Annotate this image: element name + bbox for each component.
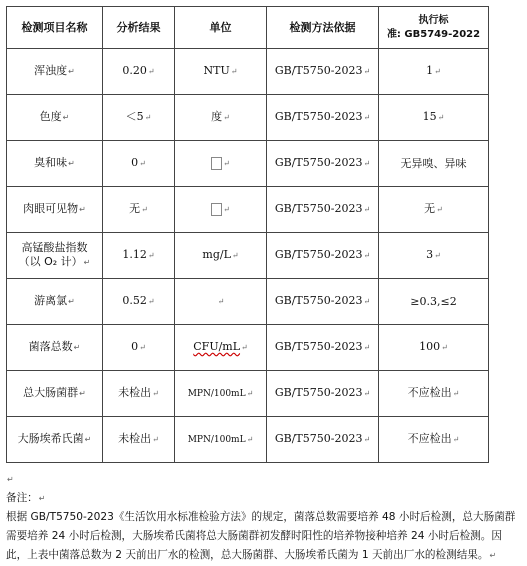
table-row — [7, 233, 489, 279]
paragraph-mark: ↵ — [217, 297, 225, 306]
header-item-name: 检测项目名称 — [7, 7, 103, 49]
unit-value: MPN/100mL — [187, 389, 246, 399]
paragraph-mark: ↵ — [147, 67, 155, 76]
unit-value: CFU/mL — [193, 340, 241, 353]
paragraph-mark: ↵ — [452, 435, 460, 444]
method-value: GB/T5750-2023 — [274, 386, 363, 399]
item-name: 游离氯 — [34, 294, 68, 307]
paragraph-mark: ↵ — [434, 251, 441, 260]
paragraph-mark: ↵ — [246, 435, 254, 444]
paragraph-mark: ↵ — [363, 389, 371, 398]
report-sheet — [6, 6, 488, 463]
result-value: 1.12 — [122, 248, 147, 261]
paragraph-mark: ↵ — [147, 297, 155, 306]
table-row — [7, 141, 489, 187]
paragraph-mark: ↵ — [84, 435, 92, 444]
result-value: 未检出 — [118, 386, 152, 399]
paragraph-mark: ↵ — [489, 551, 497, 560]
paragraph-mark: ↵ — [246, 389, 254, 398]
paragraph-mark: ↵ — [241, 343, 248, 352]
notes-title-text: 备注： — [6, 492, 38, 504]
limit-value: 无 — [424, 202, 436, 215]
item-name: 菌落总数 — [28, 340, 73, 353]
paragraph-mark: ↵ — [62, 113, 70, 122]
paragraph-mark: ↵ — [363, 343, 371, 352]
paragraph-mark: ↵ — [223, 113, 230, 122]
header-standard-line1: 执行标 — [418, 14, 449, 26]
notes-section — [6, 470, 518, 565]
notes-body-text: 根据 GB/T5750-2023《生活饮用水标准检验方法》的规定，菌落总数需要培养 48 小时后检测，总大肠菌群需要培养 24 小时后检测，大肠埃希氏菌将总大肠菌群初发酵时阳性的培养物接种培养 24 小时后检测。因此，上表中菌落总数为 2 天前出厂水的检测，总大肠菌群、大肠埃希氏菌为 1 天前出厂水的检测结果。 — [6, 511, 516, 561]
method-value: GB/T5750-2023 — [274, 202, 363, 215]
table-row — [7, 187, 489, 233]
limit-value: ≥0.3,≤2 — [410, 294, 457, 308]
item-name: 浑浊度 — [34, 64, 68, 77]
notes-title — [6, 489, 518, 508]
item-name: 大肠埃希氏菌 — [17, 432, 84, 445]
item-name: 臭和味 — [34, 156, 68, 169]
paragraph-mark: ↵ — [363, 297, 371, 306]
method-value: GB/T5750-2023 — [274, 432, 363, 445]
paragraph-mark: ↵ — [363, 113, 371, 122]
paragraph-mark: ↵ — [363, 205, 371, 214]
table-row — [7, 371, 489, 417]
result-value: ＜5 — [125, 110, 144, 123]
header-standard — [379, 7, 489, 49]
table-header-row — [7, 7, 489, 49]
limit-value: 不应检出 — [407, 432, 452, 445]
paragraph-mark: ↵ — [68, 159, 75, 168]
result-value: 无 — [129, 202, 141, 215]
paragraph-mark: ↵ — [223, 205, 230, 214]
item-name-subscript: （以 O₂ 计） — [18, 255, 83, 268]
table-row — [7, 279, 489, 325]
paragraph-mark: ↵ — [147, 251, 155, 260]
paragraph-mark: ↵ — [363, 67, 371, 76]
paragraph-mark: ↵ — [436, 205, 443, 214]
paragraph-mark: ↵ — [452, 389, 460, 398]
paragraph-mark: ↵ — [68, 297, 75, 306]
result-value: 未检出 — [118, 432, 152, 445]
notes-blank-line — [6, 470, 518, 489]
table-row — [7, 325, 489, 371]
result-value: 0 — [131, 340, 139, 353]
limit-value: 15 — [422, 110, 437, 123]
paragraph-mark: ↵ — [363, 251, 371, 260]
limit-value: 无异嗅、异味 — [400, 156, 467, 170]
header-unit: 单位 — [175, 7, 267, 49]
paragraph-mark: ↵ — [38, 494, 46, 503]
notes-body — [6, 508, 518, 565]
paragraph-mark: ↵ — [437, 113, 445, 122]
paragraph-mark: ↵ — [363, 159, 371, 168]
paragraph-mark: ↵ — [83, 258, 91, 267]
paragraph-mark: ↵ — [7, 475, 14, 484]
result-value: 0.20 — [122, 64, 147, 77]
paragraph-mark: ↵ — [441, 343, 448, 352]
paragraph-mark: ↵ — [230, 67, 238, 76]
item-name: 色度 — [39, 110, 62, 123]
paragraph-mark: ↵ — [79, 205, 86, 214]
limit-value: 1 — [426, 64, 434, 77]
result-value: 0 — [131, 156, 139, 169]
paragraph-mark: ↵ — [152, 389, 159, 398]
paragraph-mark: ↵ — [363, 435, 371, 444]
water-quality-table — [6, 6, 489, 463]
unit-value: mg/L — [202, 248, 231, 261]
method-value: GB/T5750-2023 — [274, 156, 363, 169]
header-method: 检测方法依据 — [267, 7, 379, 49]
paragraph-mark: ↵ — [152, 435, 159, 444]
limit-value: 3 — [426, 248, 434, 261]
method-value: GB/T5750-2023 — [274, 110, 363, 123]
item-name: 肉眼可见物 — [23, 202, 79, 215]
limit-value: 不应检出 — [407, 386, 452, 399]
paragraph-mark: ↵ — [434, 67, 441, 76]
method-value: GB/T5750-2023 — [274, 248, 363, 261]
paragraph-mark: ↵ — [73, 343, 81, 352]
method-value: GB/T5750-2023 — [274, 64, 363, 77]
paragraph-mark: ↵ — [223, 159, 230, 168]
table-row — [7, 49, 489, 95]
paragraph-mark: ↵ — [141, 205, 148, 214]
method-value: GB/T5750-2023 — [274, 294, 363, 307]
limit-value: 100 — [419, 340, 441, 353]
paragraph-mark: ↵ — [68, 67, 75, 76]
paragraph-mark: ↵ — [139, 159, 146, 168]
method-value: GB/T5750-2023 — [274, 340, 363, 353]
paragraph-mark: ↵ — [231, 251, 239, 260]
paragraph-mark: ↵ — [139, 343, 146, 352]
unit-value: NTU — [203, 64, 230, 77]
table-row — [7, 95, 489, 141]
empty-unit-box — [211, 203, 222, 216]
paragraph-mark: ↵ — [144, 113, 152, 122]
header-standard-line2: 准: GB5749-2022 — [386, 28, 481, 40]
unit-value: 度 — [211, 110, 223, 123]
table-row — [7, 417, 489, 463]
item-name: 总大肠菌群 — [23, 386, 79, 399]
item-name: 高锰酸盐指数 — [21, 241, 88, 254]
header-result: 分析结果 — [103, 7, 175, 49]
empty-unit-box — [211, 157, 222, 170]
paragraph-mark: ↵ — [79, 389, 86, 398]
unit-value: MPN/100mL — [187, 435, 246, 445]
result-value: 0.52 — [122, 294, 147, 307]
